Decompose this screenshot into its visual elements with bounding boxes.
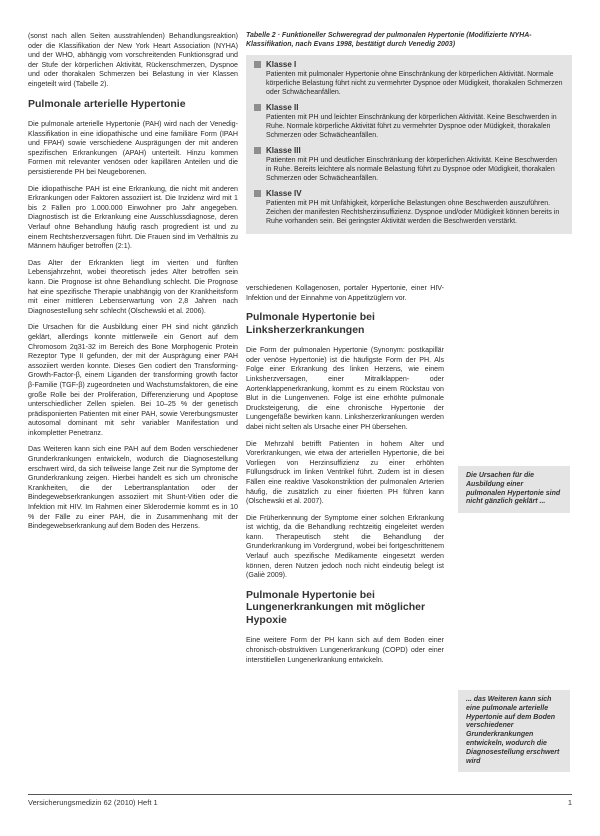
square-bullet-icon: [254, 147, 261, 154]
paragraph: Die pulmonale arterielle Hypertonie (PAH) wird nach der Venedig-Klassifikation in eine idiopathische und eine familiäre Form (IPAH und FPAH) sowie verschiedene Ausprägungen der mit anderen spezifischen Erkrankungen (APAH) unterteilt. Hinzu kommen Formen mit relevanter venösen oder kapillären Anteilen und die persistierende PH bei Neugeborenen.: [28, 120, 238, 177]
table-caption: Tabelle 2 · Funktioneller Schweregrad der pulmonalen Hypertonie (Modifizierte NYHA-Klassifikation, nach Evans 1998, bestätigt durch Venedig 2003): [246, 32, 532, 48]
class-text: Patienten mit PH und leichter Einschränkung der körperlichen Aktivität. Keine Beschwerden in Ruhe. Normale körperliche Aktivität führt zu vermehrter Dyspnoe oder Müdigkeit, thorakalen Schmerzen oder Schwächeanfällen.: [266, 114, 557, 140]
paragraph: Das Alter der Erkrankten liegt im vierten und fünften Lebensjahrzehnt, wobei theoretisch jedes Alter betroffen sein kann. Die Prognose ist ohne Behandlung schlecht. Die Prognose hat eine spezifische Therapie unabhängig von der Krankheitsform mit einer mittleren Lebenserwartung von 2,8 Jahren nach Diagnosestellung sehr schlecht (Olschewski et al. 2006).: [28, 258, 238, 315]
section-heading-pah: Pulmonale arterielle Hypertonie: [28, 97, 186, 110]
class-row: [254, 103, 564, 140]
class-text: Patienten mit pulmonaler Hypertonie ohne Einschränkung der körperlichen Aktivität. Normale körperliche Belastung führt nicht zu vermehrter Dyspnoe oder Müdigkeit, thorakalen Schmerzen oder Schwächeanfällen.: [266, 71, 563, 97]
section-heading-lungen: Pulmonale Hypertonie bei Lungenerkrankungen mit möglicher Hypoxie: [246, 588, 426, 626]
paragraph: Eine weitere Form der PH kann sich auf dem Boden einer chronisch-obstruktiven Lungenerkrankung (COPD) oder einer interstitiellen Lungenerkrankung entwickeln.: [246, 636, 444, 664]
journal-citation: Versicherungsmedizin 62 (2010) Heft 1: [28, 798, 158, 807]
class-title: Klasse IV: [266, 189, 302, 199]
section-heading-linksherz: Pulmonale Hypertonie bei Linksherzerkrankungen: [246, 311, 375, 336]
paragraph: Die idiopathische PAH ist eine Erkrankung, die nicht mit anderen Erkrankungen oder Faktoren assoziiert ist. Die Inzidenz wird mit 1 bis 2 Fällen pro 1.000.000 Einwohner pro Jahr angegeben. Diagnostisch ist die Erkrankung eine Ausschlussdiagnose, deren Verlauf ohne Behandlung häufig rasch progredient ist und zu einem Rechtsherzversagen führt. Die Frauen sind im Verhältnis zu Männern häufiger betroffen (2:1).: [28, 184, 238, 251]
table-body: [246, 55, 572, 234]
paragraph: Die Form der pulmonalen Hypertonie (Synonym: postkapillär oder venöse Hypertonie) ist die häufigste Form der PH. Als Folge einer Erkrankung des linken Herzens, wie einem Linksherzversagen, einer Mitralklappen- oder Aortenklappenerkrankung, kommt es zu einem Rückstau von Blut in die Lungenvenen. Folge ist eine erhöhte pulmonale Drucksteigerung, die eine chronische Hypertonie der Lungengefäße bewirken kann. Linksherzerkrankungen werden dabei nicht selten als Ursache einer PH übersehen.: [246, 346, 444, 431]
paragraph: Die Mehrzahl betrifft Patienten in hohem Alter und Vorerkrankungen, wie etwa der arteriellen Hypertonie, die bei Vorliegen von Herzinsuffizienz zu einer erhöhten Füllungsdruck im linken Ventrikel führt. Zudem ist in diesen Fällen eine reaktive Vasokonstriktion der pulmonalen Arterien häufig, die zusätzlich zu einer fixierten PH führen kann (Olschewski et al. 2007).: [246, 439, 444, 506]
class-title: Klasse III: [266, 146, 301, 156]
class-text: Patienten mit PH mit Unfähigkeit, körperliche Belastungen ohne Beschwerden auszuführen. Zeichen der manifesten Rechtsherzinsuffizienz. Dyspnoe und/oder Müdigkeit können bereits in Ruhe vorhanden sein. Bei geringster Aktivität werden die Beschwerden verstärkt.: [266, 200, 560, 226]
square-bullet-icon: [254, 190, 261, 197]
left-column: [28, 32, 238, 539]
table-2: [246, 32, 572, 234]
square-bullet-icon: [254, 61, 261, 68]
class-text: Patienten mit PH und deutlicher Einschränkung der körperlichen Aktivität. Keine Beschwerden in Ruhe. Bereits leichtere als normale Belastung führt zu Dyspnoe oder Müdigkeit, thorakalen Schmerzen oder Schwächeanfällen.: [266, 157, 558, 183]
class-title: Klasse I: [266, 60, 297, 70]
paragraph: Das Weiteren kann sich eine PAH auf dem Boden verschiedener Grunderkrankungen entwickeln, wodurch die Diagnosestellung erschwert wird, da sich teilweise lange Zeit nur die Symptome der Grunderkrankung zeigen. Hierbei handelt es sich um chronische Krankheiten, die der Lebertransplantation oder der Bindegewebserkrankungen assoziiert mit Shunt-Vitien oder die Infektion mit HIV. Im Rahmen einer Sklerodermie kommt es in 10 % der Fälle zu einer PAH, die in Zusammenhang mit der Bindegewebserkrankung auf dem Boden des Herzens.: [28, 445, 238, 531]
middle-column: [246, 284, 444, 672]
footer-divider: [28, 794, 572, 795]
class-row: [254, 189, 564, 226]
page-number: 1: [567, 798, 572, 807]
paragraph: (sonst nach allen Seiten ausstrahlenden) Behandlungsreaktion) oder die Klassifikation der New York Heart Association (NYHA) und der WHO, abhängig vom vorschreitenden Funktionsgrad und der Stufe der körperlichen Aktivität, Rückenschmerzen, Dyspnoe und oder thorakalen Schmerzen bei Belastung in vier Klassen eingeteilt wird (Tabelle 2).: [28, 32, 238, 88]
class-row: [254, 60, 564, 97]
class-row: [254, 146, 564, 183]
square-bullet-icon: [254, 104, 261, 111]
paragraph: Die Früherkennung der Symptome einer solchen Erkrankung ist wichtig, da die Behandlung rechtzeitig eingeleitet werden kann. Therapeutisch steht die Behandlung der Grunderkrankung im Vordergrund, wobei bei fortgeschrittenem Verlauf auch spezifische Medikamente eingesetzt werden können, deren Nutzen jedoch noch nicht eindeutig belegt ist (Galiè 2009).: [246, 513, 444, 580]
margin-note-2: ... das Weiteren kann sich eine pulmonale arterielle Hypertonie auf dem Boden verschiedener Grunderkrankungen entwickeln, wodurch die Diagnosestellung erschwert wird: [458, 690, 570, 772]
paragraph: verschiedenen Kollagenosen, portaler Hypertonie, einer HIV-Infektion und der Einnahme von Appetitzüglern vor.: [246, 284, 444, 302]
class-title: Klasse II: [266, 103, 299, 113]
margin-note-1: Die Ursachen für die Ausbildung einer pulmonalen Hypertonie sind nicht gänzlich geklärt ...: [458, 466, 570, 513]
paragraph: Die Ursachen für die Ausbildung einer PH sind nicht gänzlich geklärt, allerdings konnte mittlerweile ein Genort auf dem Chromosom 2q31-32 im Bereich des Bone Morphogenic Protein Rezeptor Type II gefunden, der mit der Ausprägung einer PAH assoziiert werden konnte. Dieses Gen codiert den Transforming-Growth-Factor-β, einem Liganden der transforming growth factor β-Familie (TGF-β) zugeordneten und Wachstumsfaktoren, die eine große Rolle bei der Proliferation, Differenzierung und Apoptose unterschiedlicher Zellen spielen. Bei 10–25 % der genetisch prädisponierten Patienten mit einer PAH, sowie Vererbungsmuster autosomal dominant mit sehr variabler Manifestation und inkompletter Penetranz.: [28, 323, 238, 437]
